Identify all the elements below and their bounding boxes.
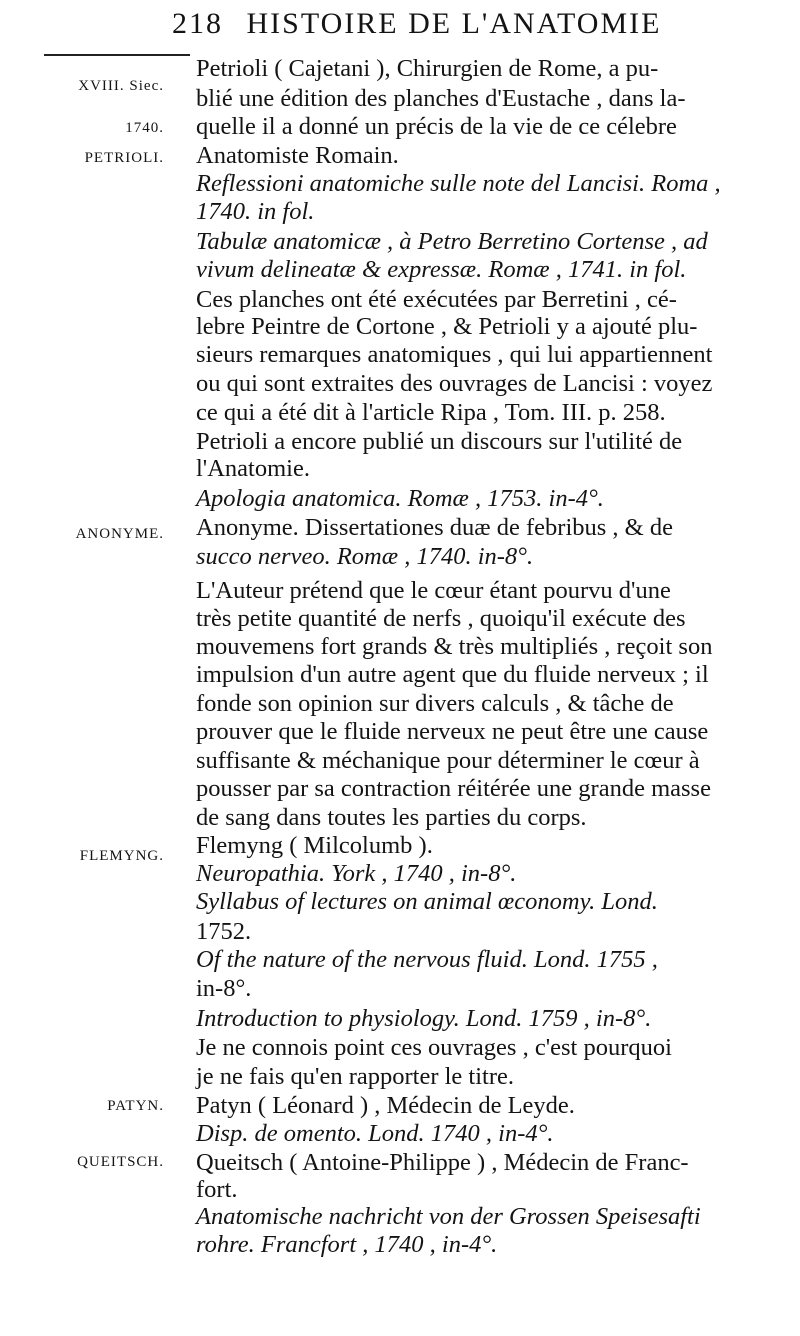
text-line: quelle il a donné un précis de la vie de ce célebre — [196, 113, 677, 140]
text-line: prouver que le fluide nerveux ne peut être une cause — [196, 718, 709, 745]
text-line: de sang dans toutes les parties du corps. — [196, 804, 587, 831]
text-line: Petrioli ( Cajetani ), Chirurgien de Rome, a pu- — [196, 55, 659, 82]
text-line: lebre Peintre de Cortone , & Petrioli y a ajouté plu- — [196, 313, 698, 340]
text-line: 1752. — [196, 918, 252, 945]
text-line: Anonyme. Dissertationes duæ de febribus , & de — [196, 514, 673, 541]
text-line: Flemyng ( Milcolumb ). — [196, 832, 433, 859]
running-title: HISTOIRE DE L'ANATOMIE — [246, 7, 662, 40]
margin-year: 1740. — [125, 120, 164, 136]
text-line: l'Anatomie. — [196, 455, 310, 482]
text-line: 1740. in fol. — [196, 198, 315, 225]
text-line: suffisante & méchanique pour déterminer le cœur à — [196, 747, 700, 774]
text-line: Apologia anatomica. Romæ , 1753. in-4°. — [196, 485, 604, 512]
text-line: sieurs remarques anatomiques , qui lui appartiennent — [196, 341, 713, 368]
text-line: Ces planches ont été exécutées par Berretini , cé- — [196, 286, 677, 313]
text-line: Queitsch ( Antoine-Philippe ) , Médecin de Franc- — [196, 1149, 689, 1176]
text-line: Disp. de omento. Lond. 1740 , in-4°. — [196, 1120, 554, 1147]
text-line: Anatomische nachricht von der Grossen Speisesafti — [196, 1203, 701, 1230]
margin-name-flemyng: FLEMYNG. — [79, 848, 164, 864]
text-line: Reflessioni anatomiche sulle note del Lancisi. Roma , — [196, 170, 721, 197]
margin-name-petrioli: PETRIOLI. — [84, 150, 164, 166]
text-line: Patyn ( Léonard ) , Médecin de Leyde. — [196, 1092, 575, 1119]
text-line: blié une édition des planches d'Eustache , dans la- — [196, 85, 686, 112]
text-line: je ne fais qu'en rapporter le titre. — [196, 1063, 515, 1090]
text-line: Je ne connois point ces ouvrages , c'est pourquoi — [196, 1034, 672, 1061]
text-line: Petrioli a encore publié un discours sur l'utilité de — [196, 428, 683, 455]
margin-name-patyn: PATYN. — [107, 1098, 164, 1114]
text-line: pousser par sa contraction réitérée une grande masse — [196, 775, 711, 802]
text-line: in-8°. — [196, 975, 252, 1002]
text-line: mouvemens fort grands & très multipliés , reçoit son — [196, 633, 713, 660]
text-line: Neuropathia. York , 1740 , in-8°. — [196, 860, 517, 887]
page-number: 218 — [172, 7, 223, 40]
text-line: L'Auteur prétend que le cœur étant pourvu d'une — [196, 577, 671, 604]
text-line: très petite quantité de nerfs , quoiqu'il exécute des — [196, 605, 686, 632]
text-line: Of the nature of the nervous fluid. Lond. 1755 , — [196, 946, 658, 973]
text-line: Syllabus of lectures on animal œconomy. Lond. — [196, 888, 658, 915]
text-line: vivum delineatæ & expressæ. Romæ , 1741. in fol. — [196, 256, 687, 283]
text-line: rohre. Francfort , 1740 , in-4°. — [196, 1231, 498, 1258]
text-line: Anatomiste Romain. — [196, 142, 399, 169]
text-line: succo nerveo. Romæ , 1740. in-8°. — [196, 543, 534, 570]
page-header — [172, 6, 752, 42]
margin-century: XVIII. Siec. — [78, 78, 164, 94]
text-line: impulsion d'un autre agent que du fluide nerveux ; il — [196, 661, 709, 688]
margin-name-queitsch: QUEITSCH. — [77, 1154, 164, 1170]
header-rule — [44, 54, 190, 56]
text-line: Tabulæ anatomicæ , à Petro Berretino Cortense , ad — [196, 228, 708, 255]
text-line: Introduction to physiology. Lond. 1759 , in-8°. — [196, 1005, 652, 1032]
text-line: ce qui a été dit à l'article Ripa , Tom. III. p. 258. — [196, 399, 666, 426]
text-line: fort. — [196, 1176, 238, 1203]
text-line: ou qui sont extraites des ouvrages de Lancisi : voyez — [196, 370, 713, 397]
margin-name-anonyme: ANONYME. — [75, 526, 164, 542]
text-line: fonde son opinion sur divers calculs , & tâche de — [196, 690, 674, 717]
